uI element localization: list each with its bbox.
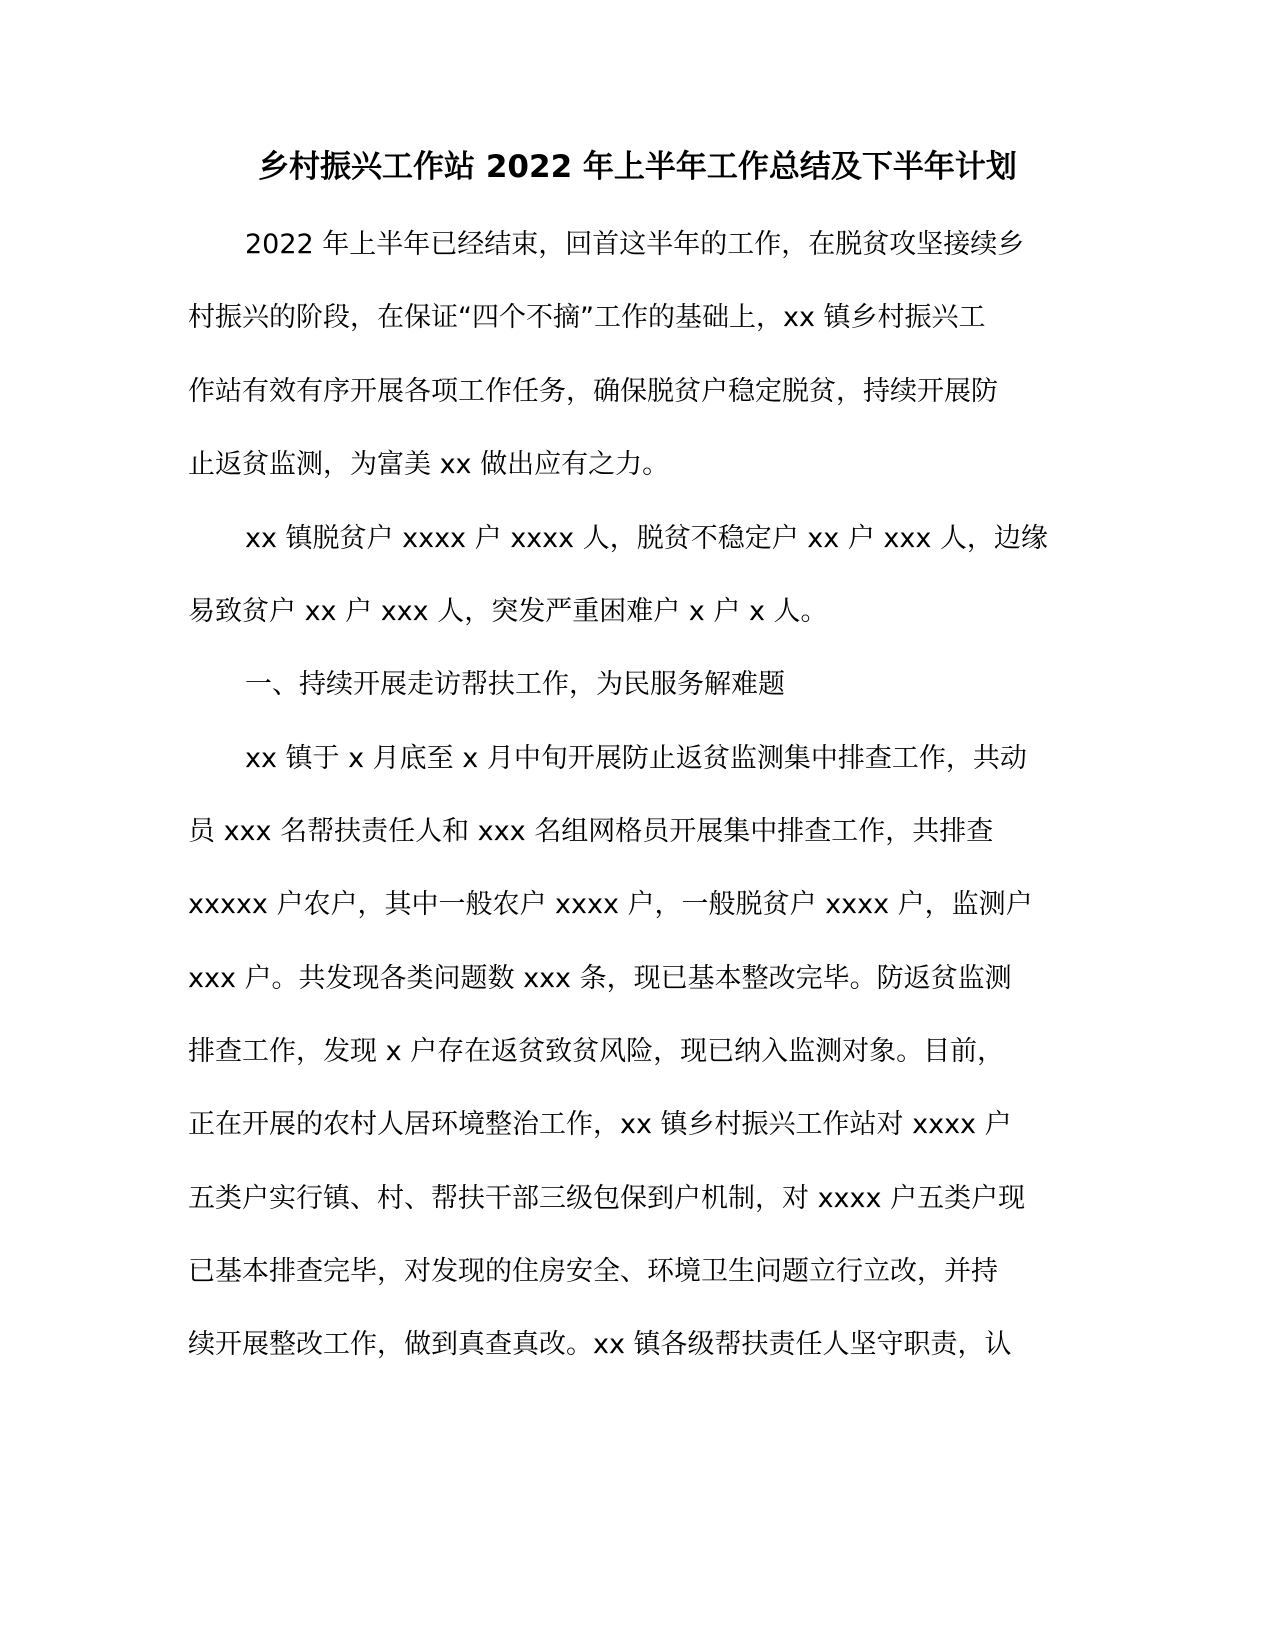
paragraph-line: 易致贫户 xx 户 xxx 人，突发严重困难户 x 户 x 人。 [188, 596, 828, 627]
section-heading: 一、持续开展走访帮扶工作，为民服务解难题 [245, 669, 785, 700]
paragraph-line: 已基本排查完毕，对发现的住房安全、环境卫生问题立行立改，并持 [188, 1256, 998, 1287]
paragraph-line: xx 镇脱贫户 xxxx 户 xxxx 人，脱贫不稳定户 xx 户 xxx 人，边缘 [245, 523, 1048, 554]
paragraph-line: 村振兴的阶段，在保证“四个不摘”工作的基础上，xx 镇乡村振兴工 [188, 302, 986, 333]
paragraph-line: xxxxx 户农户，其中一般农户 xxxx 户，一般脱贫户 xxxx 户，监测户 [188, 889, 1033, 920]
paragraph-line: 员 xxx 名帮扶责任人和 xxx 名组网格员开展集中排查工作，共排查 [188, 816, 994, 847]
paragraph-line: xx 镇于 x 月底至 x 月中旬开展防止返贫监测集中排查工作，共动 [245, 743, 1027, 774]
paragraph-line: xxx 户。共发现各类问题数 xxx 条，现已基本整改完毕。防返贫监测 [188, 963, 1012, 994]
paragraph-line: 正在开展的农村人居环境整治工作，xx 镇乡村振兴工作站对 xxxx 户 [188, 1109, 1012, 1140]
paragraph-line: 止返贫监测，为富美 xx 做出应有之力。 [188, 449, 670, 480]
paragraph-line: 续开展整改工作，做到真查真改。xx 镇各级帮扶责任人坚守职责，认 [188, 1329, 1012, 1360]
paragraph-line: 排查工作，发现 x 户存在返贫致贫风险，现已纳入监测对象。目前， [188, 1036, 1005, 1067]
paragraph-line: 2022 年上半年已经结束，回首这半年的工作，在脱贫攻坚接续乡 [245, 229, 1025, 260]
document-title: 乡村振兴工作站 2022 年上半年工作总结及下半年计划 [258, 149, 1017, 185]
paragraph-line: 五类户实行镇、村、帮扶干部三级包保到户机制，对 xxxx 户五类户现 [188, 1183, 1026, 1214]
paragraph-line: 作站有效有序开展各项工作任务，确保脱贫户稳定脱贫，持续开展防 [188, 376, 998, 407]
